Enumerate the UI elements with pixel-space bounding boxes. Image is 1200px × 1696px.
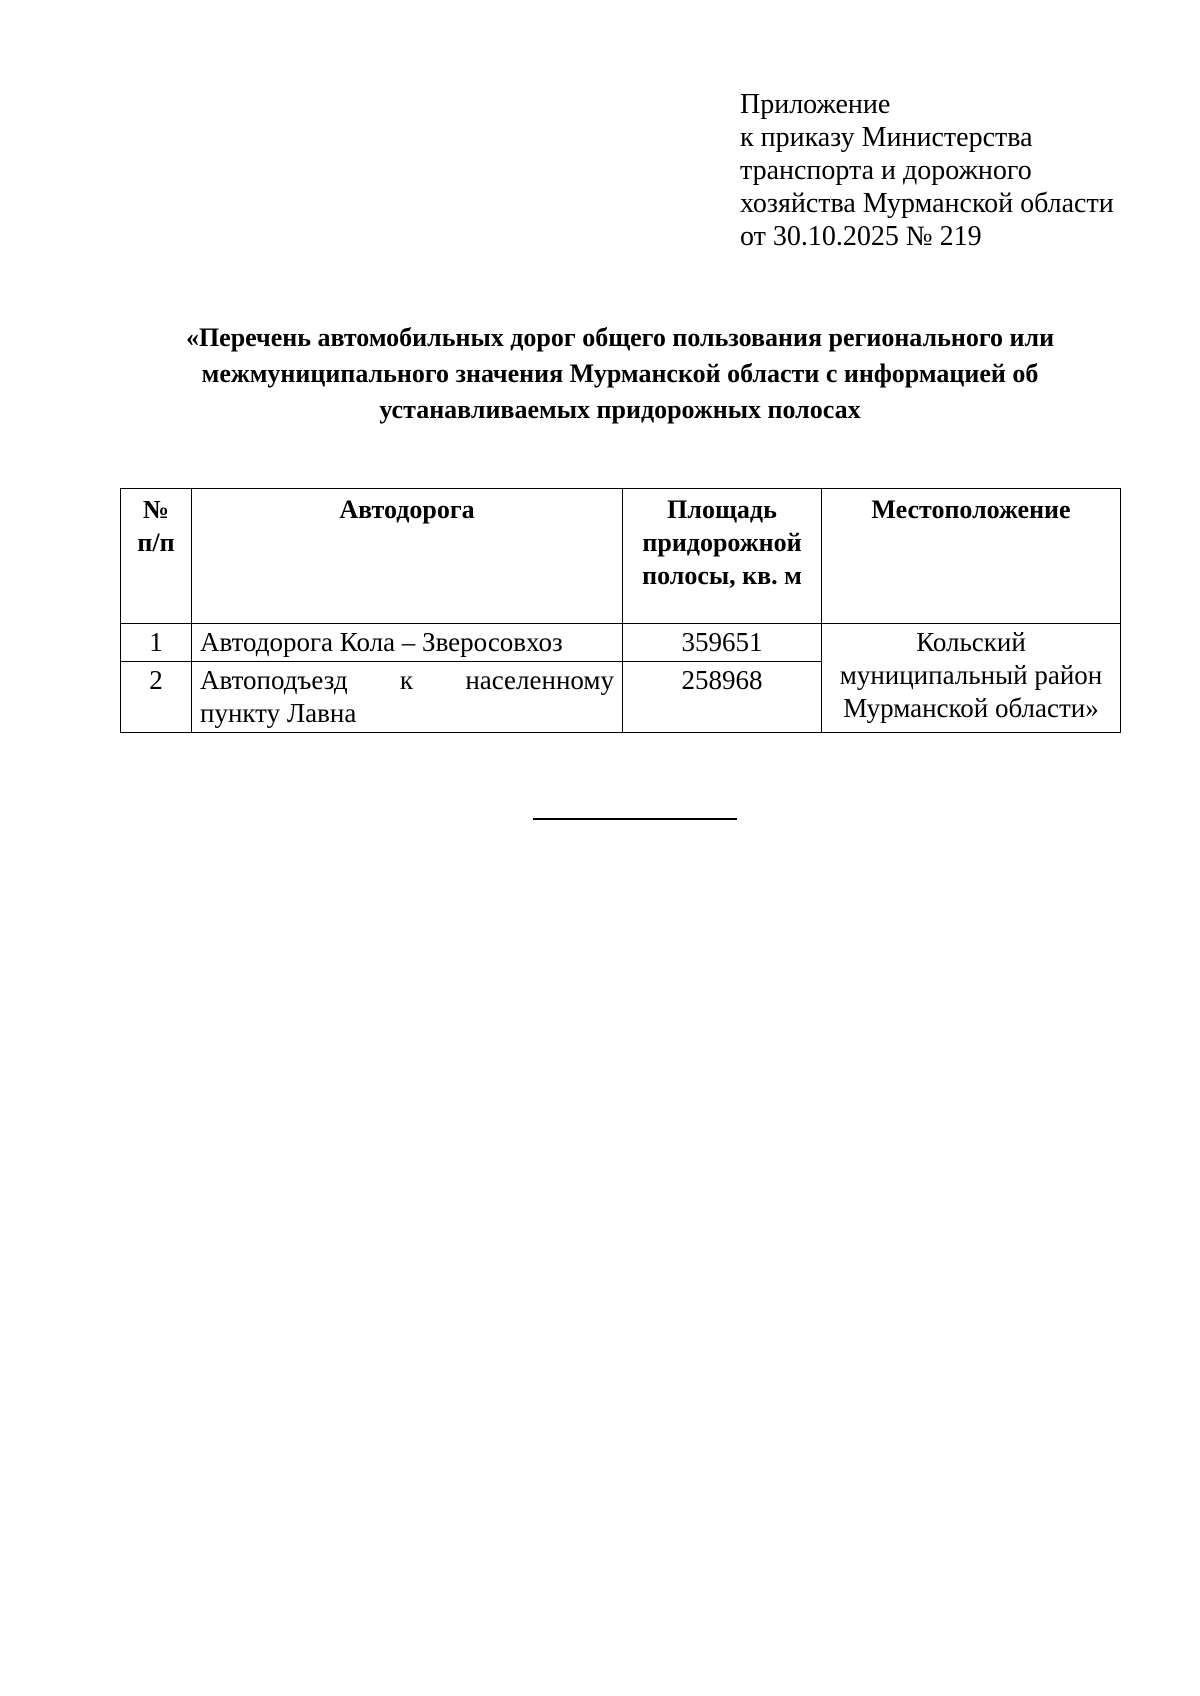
attachment-line: хозяйства Мурманской области bbox=[740, 188, 1114, 219]
title-line: межмуниципального значения Мурманской области с информацией об bbox=[201, 359, 1039, 388]
header-road: Автодорога bbox=[192, 489, 623, 624]
cell-area: 359651 bbox=[623, 624, 822, 662]
cell-location: Кольский муниципальный район Мурманской области» bbox=[822, 624, 1121, 733]
cell-road bbox=[192, 662, 623, 733]
attachment-line: Приложение bbox=[740, 89, 891, 120]
title-line: устанавливаемых придорожных полосах bbox=[379, 395, 861, 424]
header-num: № п/п bbox=[121, 489, 192, 624]
road-word: населенному bbox=[465, 665, 614, 695]
table-header-row bbox=[121, 489, 1121, 624]
header-area: Площадь придорожной полосы, кв. м bbox=[623, 489, 822, 624]
road-word: Автоподъезд bbox=[200, 665, 348, 695]
cell-num: 1 bbox=[121, 624, 192, 662]
cell-area: 258968 bbox=[623, 662, 822, 733]
road-word: к bbox=[399, 665, 414, 695]
closing-underline bbox=[533, 818, 737, 820]
title-line: «Перечень автомобильных дорог общего пользования регионального или bbox=[185, 323, 1055, 352]
attachment-line: транспорта и дорожного bbox=[740, 155, 1032, 186]
cell-road: Автодорога Кола – Зверосовхоз bbox=[192, 624, 623, 662]
attachment-line: от 30.10.2025 № 219 bbox=[740, 221, 982, 252]
road-line-justified bbox=[200, 664, 614, 697]
cell-num: 2 bbox=[121, 662, 192, 733]
road-line: пункту Лавна bbox=[200, 698, 357, 728]
table-row bbox=[121, 624, 1121, 662]
header-location: Местоположение bbox=[822, 489, 1121, 624]
document-title bbox=[120, 320, 1120, 428]
attachment-line: к приказу Министерства bbox=[740, 122, 1033, 153]
attachment-block bbox=[740, 88, 1114, 253]
roads-table bbox=[120, 488, 1121, 733]
